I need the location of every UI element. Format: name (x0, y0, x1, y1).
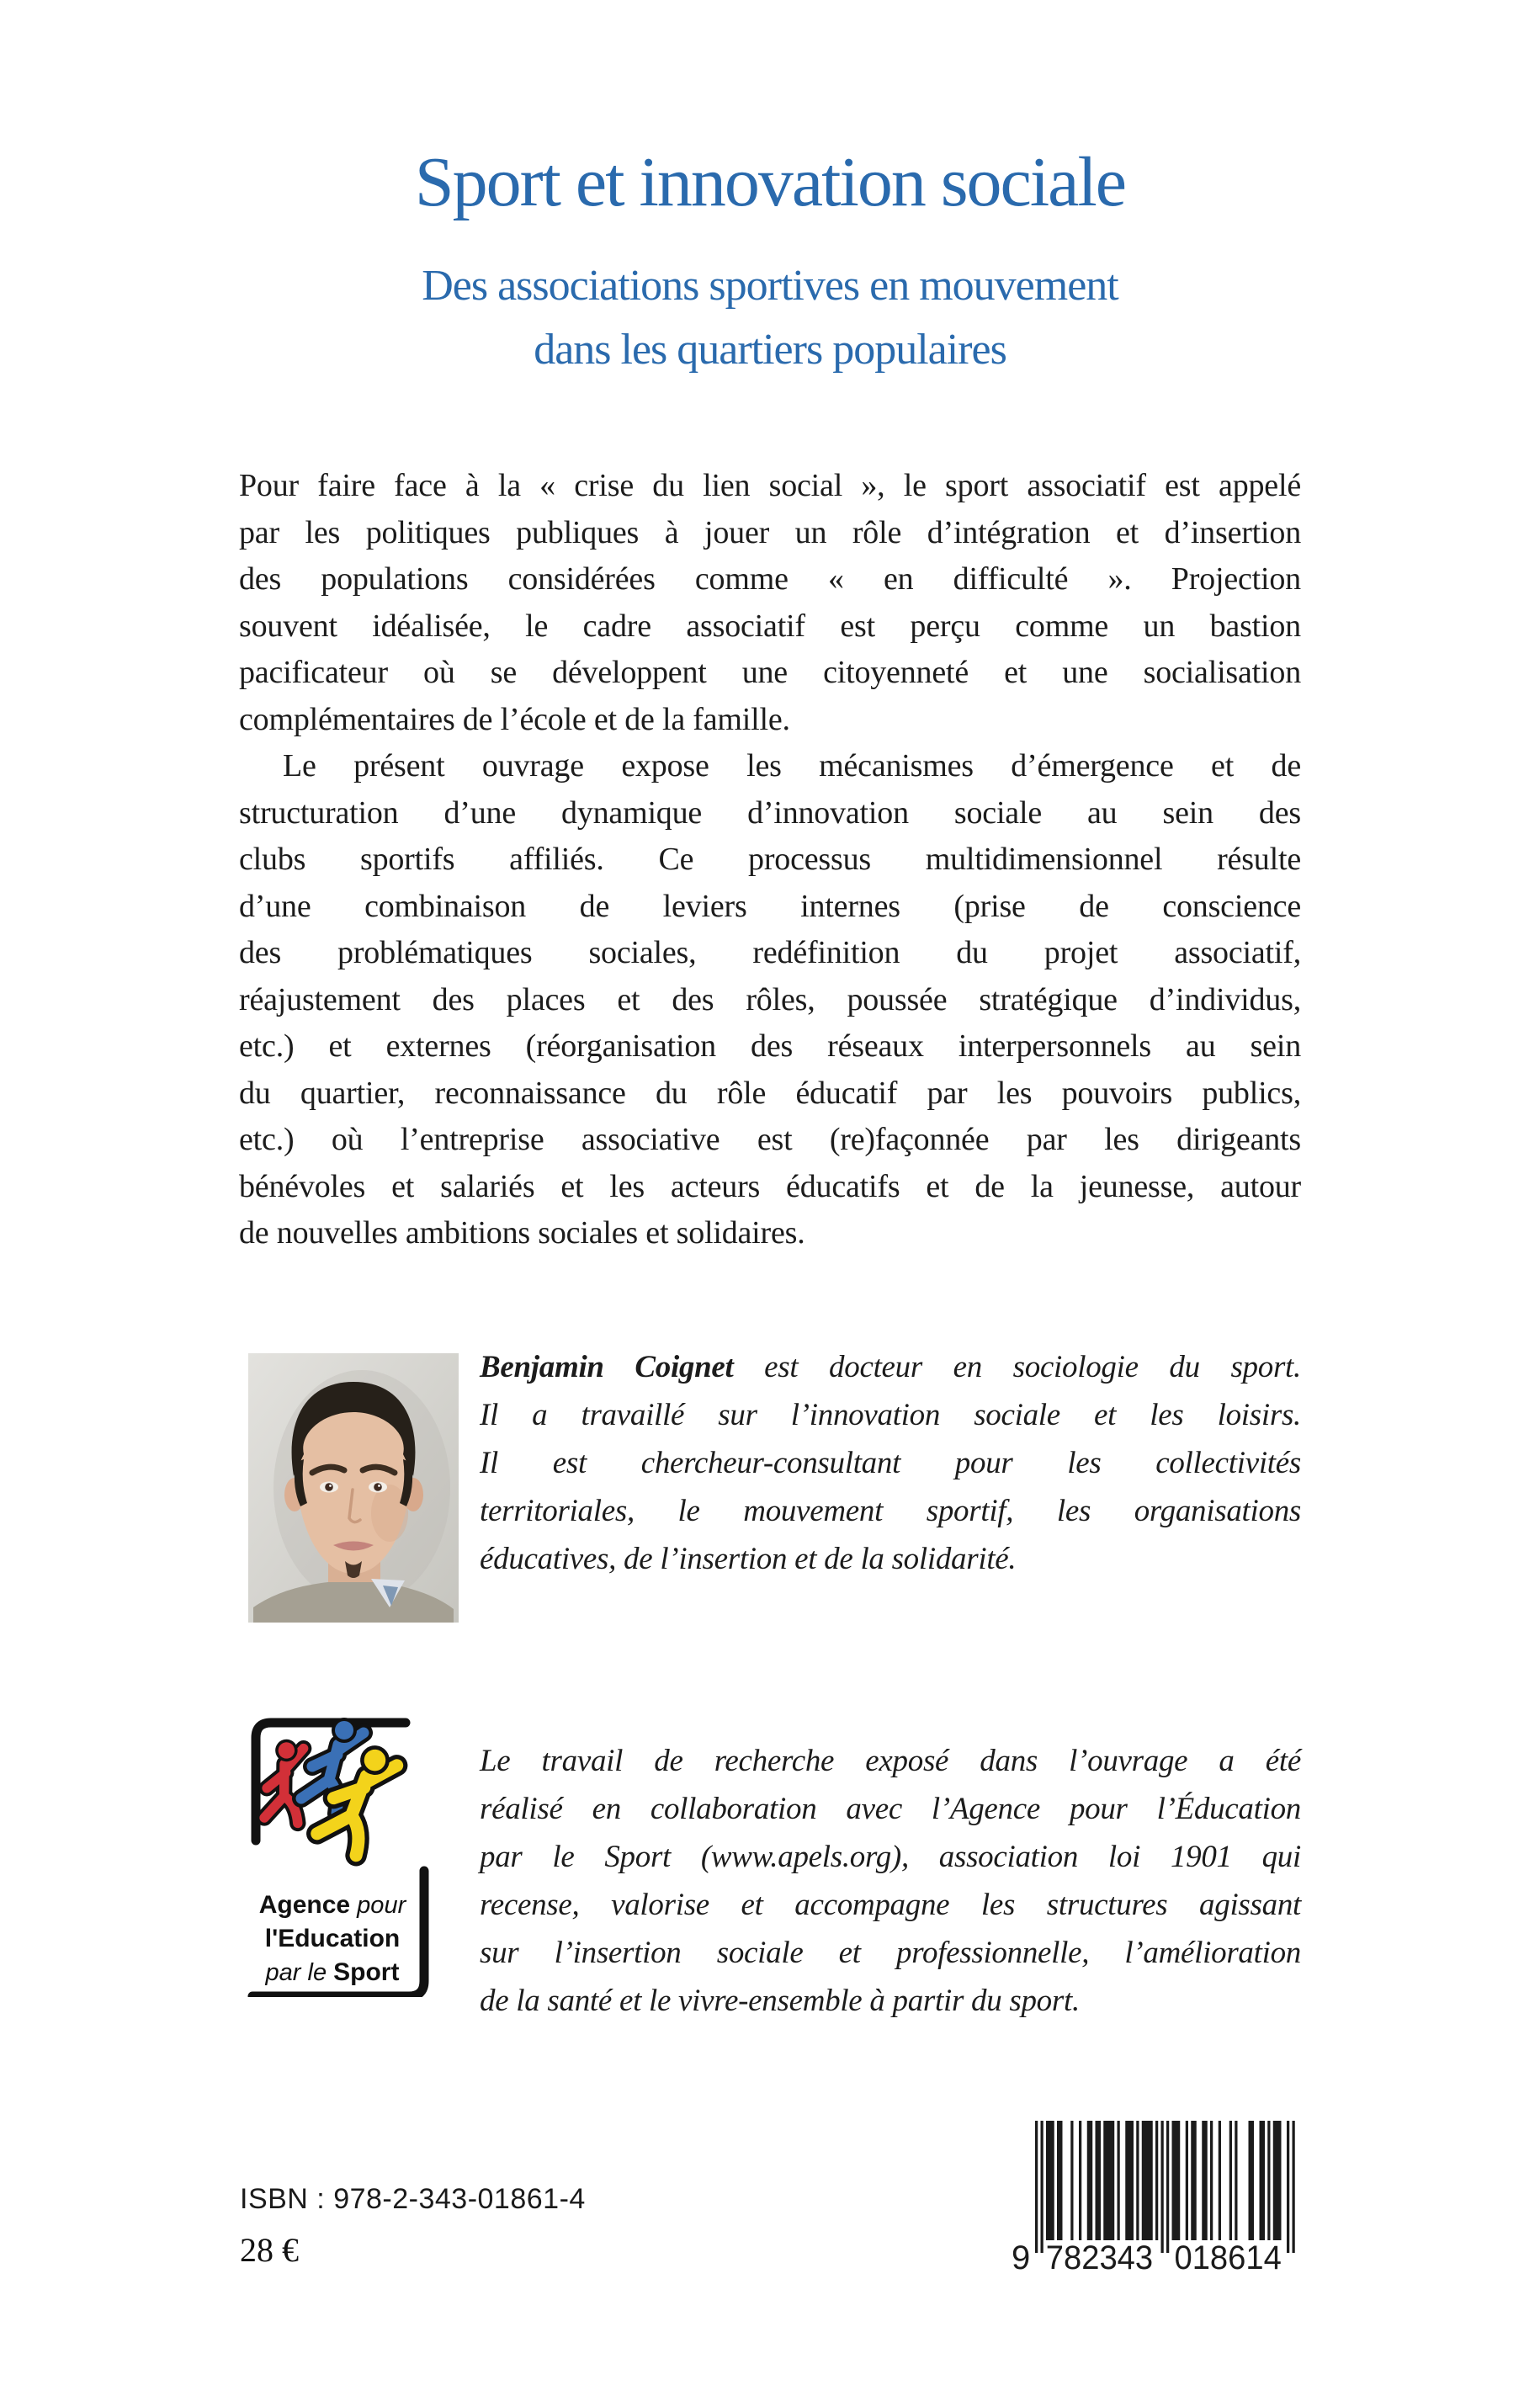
agency-logo (246, 1714, 432, 1997)
synopsis-paragraph-1 (239, 463, 1301, 743)
text-line: Pour faire face à la « crise du lien social », le sport associatif est appelé (239, 468, 1301, 503)
author-bio (480, 1343, 1301, 1583)
barcode (1010, 2121, 1300, 2274)
text-line: Benjamin Coignet est docteur en sociologie du sport. (480, 1350, 1301, 1384)
text-line: Il a travaillé sur l’innovation sociale et les loisirs. (480, 1398, 1301, 1432)
synopsis-paragraph-2 (239, 743, 1301, 1257)
agency-description (480, 1737, 1301, 2025)
author-photo (248, 1353, 459, 1623)
text-line: sur l’insertion sociale et professionnelle, l’amélioration (480, 1936, 1301, 1970)
text-line: de nouvelles ambitions sociales et solidaires. (239, 1215, 805, 1251)
text-line: bénévoles et salariés et les acteurs éducatifs et de la jeunesse, autour (239, 1168, 1301, 1204)
text-line: du quartier, reconnaissance du rôle éducatif par les pouvoirs publics, (239, 1075, 1301, 1111)
price-text: 28 € (240, 2231, 299, 2269)
svg-text:018614: 018614 (1174, 2239, 1282, 2274)
book-subtitle-line-2: dans les quartiers populaires (534, 326, 1006, 374)
text-line: des problématiques sociales, redéfinition du projet associatif, (239, 935, 1301, 970)
text-line: pacificateur où se développent une citoyenneté et une socialisation (239, 655, 1301, 690)
text-line: etc.) où l’entreprise associative est (re)façonnée par les dirigeants (239, 1122, 1301, 1157)
logo-text-line-1: Agence pour (258, 1891, 406, 1919)
isbn-text: ISBN : 978-2-343-01861-4 (240, 2183, 586, 2215)
text-line: réalisé en collaboration avec l’Agence pour l’Éducation (480, 1792, 1301, 1826)
book-subtitle-line-1: Des associations sportives en mouvement (422, 262, 1118, 310)
text-line: des populations considérées comme « en difficulté ». Projection (239, 561, 1301, 597)
svg-text:9: 9 (1012, 2239, 1031, 2274)
text-line: de la santé et le vivre-ensemble à partir du sport. (480, 1984, 1080, 2018)
text-line: clubs sportifs affiliés. Ce processus multidimensionnel résulte (239, 842, 1301, 877)
text-line: éducatives, de l’insertion et de la solidarité. (480, 1542, 1017, 1576)
text-line: recense, valorise et accompagne les structures agissant (480, 1888, 1301, 1922)
text-line: etc.) et externes (réorganisation des réseaux interpersonnels au sein (239, 1028, 1301, 1064)
synopsis (239, 463, 1301, 1257)
text-line: souvent idéalisée, le cadre associatif est perçu comme un bastion (239, 608, 1301, 644)
logo-text-line-3: par le Sport (265, 1958, 400, 1986)
text-line: territoriales, le mouvement sportif, les organisations (480, 1494, 1301, 1528)
text-line: par le Sport (www.apels.org), association loi 1901 qui (480, 1840, 1301, 1874)
text-line: Il est chercheur-consultant pour les collectivités (480, 1446, 1301, 1480)
text-line: d’une combinaison de leviers internes (prise de conscience (239, 888, 1301, 924)
logo-text-line-2: l'Education (264, 1925, 401, 1952)
book-title: Sport et innovation sociale (414, 143, 1126, 221)
text-line: par les politiques publiques à jouer un rôle d’intégration et d’insertion (239, 514, 1301, 550)
svg-text:782343: 782343 (1045, 2239, 1154, 2274)
text-line: complémentaires de l’école et de la famille. (239, 701, 790, 737)
book-subtitle (240, 254, 1300, 382)
text-line: Le présent ouvrage expose les mécanismes d’émergence et de (283, 748, 1301, 783)
text-line: réajustement des places et des rôles, poussée stratégique d’individus, (239, 981, 1301, 1017)
text-line: structuration d’une dynamique d’innovation sociale au sein des (239, 794, 1301, 831)
text-line: Le travail de recherche exposé dans l’ouvrage a été (480, 1744, 1301, 1778)
